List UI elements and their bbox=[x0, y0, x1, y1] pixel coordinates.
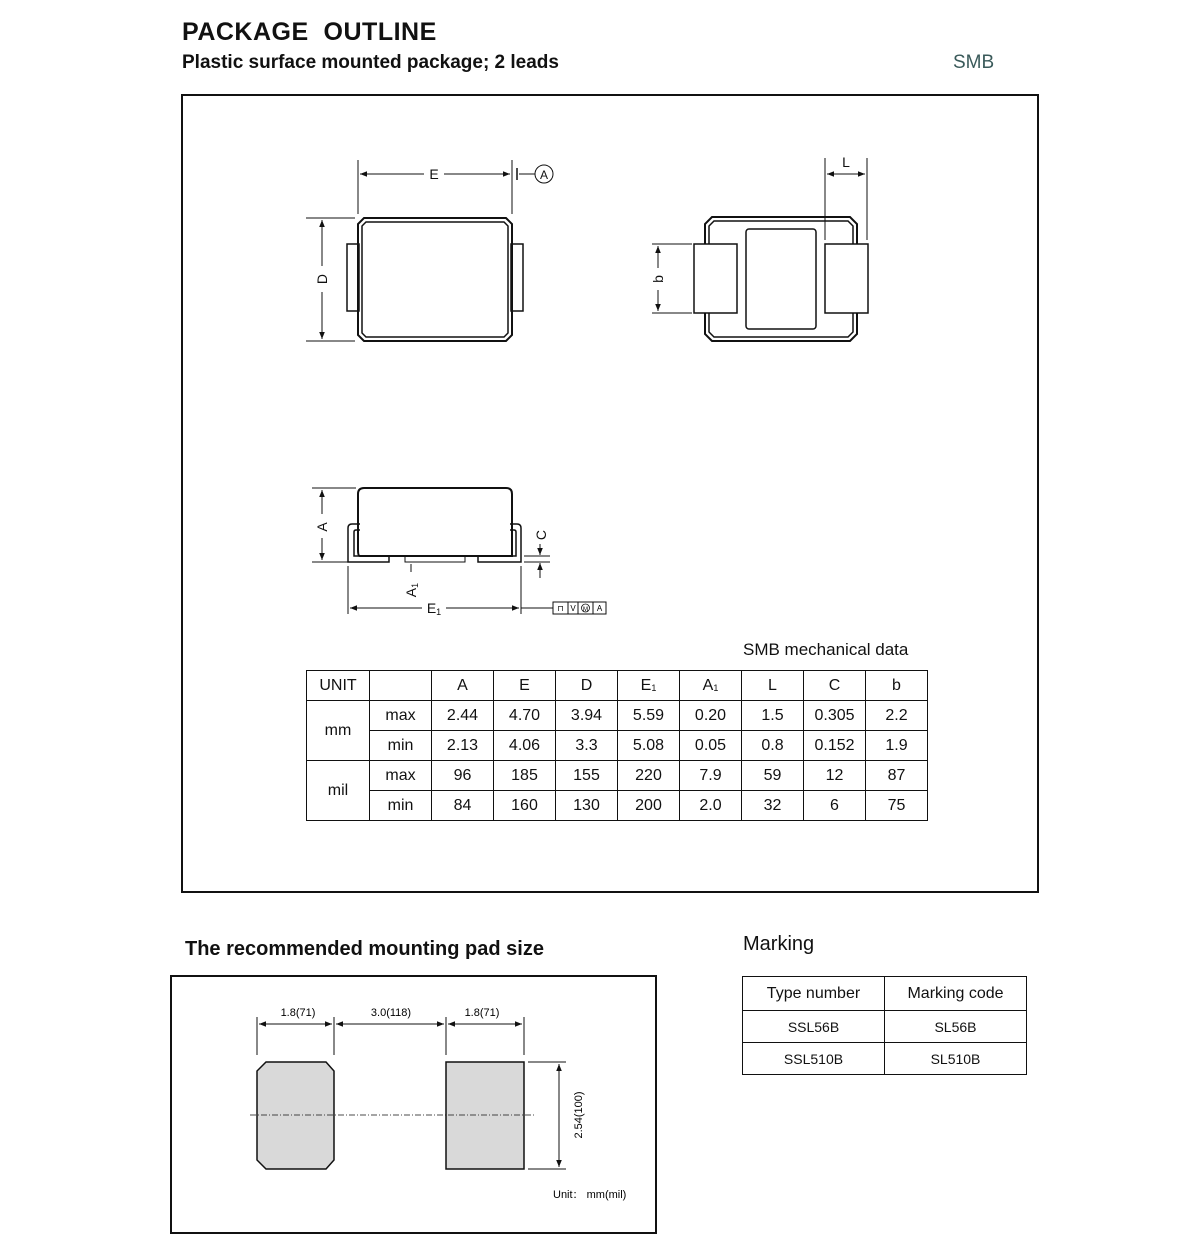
value-cell: 1.5 bbox=[742, 701, 804, 731]
value-cell: 2.0 bbox=[680, 791, 742, 821]
header-col: E1 bbox=[618, 671, 680, 701]
pad-dim-height: 2.54(100) bbox=[573, 1091, 585, 1139]
value-cell: 4.06 bbox=[494, 731, 556, 761]
header-col: L bbox=[742, 671, 804, 701]
unit-cell: mm bbox=[307, 701, 370, 761]
table-row bbox=[307, 701, 928, 731]
value-cell: 2.13 bbox=[432, 731, 494, 761]
pad-dim-gap: 3.0(118) bbox=[370, 1007, 412, 1019]
value-cell: 185 bbox=[494, 761, 556, 791]
page-subtitle: Plastic surface mounted package; 2 leads bbox=[182, 52, 559, 73]
pad-unit-note: Unit： mm(mil) bbox=[553, 1189, 627, 1201]
dim-label-a: A bbox=[314, 522, 330, 532]
dim-label-e: E bbox=[429, 166, 439, 182]
pad-section-title: The recommended mounting pad size bbox=[185, 938, 544, 960]
value-cell: 0.305 bbox=[804, 701, 866, 731]
limit-cell: min bbox=[370, 791, 432, 821]
value-cell: 6 bbox=[804, 791, 866, 821]
table-row bbox=[743, 1011, 1027, 1043]
dim-label-l: L bbox=[842, 154, 850, 170]
bottom-view bbox=[652, 158, 868, 341]
value-cell: 5.08 bbox=[618, 731, 680, 761]
value-cell: 75 bbox=[866, 791, 928, 821]
header-col: A bbox=[432, 671, 494, 701]
table-header-row bbox=[307, 671, 928, 701]
value-cell: 155 bbox=[556, 761, 618, 791]
marking-header-type: Type number bbox=[743, 977, 885, 1011]
limit-cell: max bbox=[370, 761, 432, 791]
pad-frame bbox=[170, 975, 657, 1234]
tolerance-modifier: M bbox=[583, 607, 588, 613]
value-cell: 160 bbox=[494, 791, 556, 821]
value-cell: 0.20 bbox=[680, 701, 742, 731]
pad-dim-right: 1.8(71) bbox=[464, 1007, 500, 1019]
value-cell: 220 bbox=[618, 761, 680, 791]
table-row bbox=[307, 791, 928, 821]
dim-label-b: b bbox=[650, 275, 666, 283]
dim-label-c: C bbox=[533, 529, 549, 541]
value-cell: 96 bbox=[432, 761, 494, 791]
value-cell: 130 bbox=[556, 791, 618, 821]
tolerance-symbol: ⊓ bbox=[557, 604, 564, 613]
tolerance-datum: A bbox=[596, 604, 603, 613]
value-cell: 59 bbox=[742, 761, 804, 791]
type-number-cell: SSL56B bbox=[743, 1011, 885, 1043]
value-cell: 87 bbox=[866, 761, 928, 791]
value-cell: 0.8 bbox=[742, 731, 804, 761]
marking-code-cell: SL56B bbox=[885, 1011, 1027, 1043]
dim-label-e1: E1 bbox=[426, 600, 442, 617]
marking-header-code: Marking code bbox=[885, 977, 1027, 1011]
header-col: A1 bbox=[680, 671, 742, 701]
table-row bbox=[743, 1043, 1027, 1075]
limit-cell: min bbox=[370, 731, 432, 761]
value-cell: 0.152 bbox=[804, 731, 866, 761]
value-cell: 12 bbox=[804, 761, 866, 791]
header-unit: UNIT bbox=[307, 671, 370, 701]
header-col: C bbox=[804, 671, 866, 701]
value-cell: 2.2 bbox=[866, 701, 928, 731]
pad-dim-left: 1.8(71) bbox=[280, 1007, 316, 1019]
mechanical-data-caption: SMB mechanical data bbox=[743, 640, 909, 659]
side-view bbox=[312, 488, 606, 614]
value-cell: 3.3 bbox=[556, 731, 618, 761]
marking-code-cell: SL510B bbox=[885, 1043, 1027, 1075]
limit-cell: max bbox=[370, 701, 432, 731]
value-cell: 200 bbox=[618, 791, 680, 821]
value-cell: 7.9 bbox=[680, 761, 742, 791]
dim-label-d: D bbox=[314, 273, 330, 285]
datum-label-a: A bbox=[539, 168, 549, 182]
tolerance-value: V bbox=[570, 604, 576, 613]
table-row bbox=[307, 731, 928, 761]
header-blank bbox=[370, 671, 432, 701]
value-cell: 5.59 bbox=[618, 701, 680, 731]
top-view bbox=[306, 160, 553, 341]
table-row bbox=[307, 761, 928, 791]
page-title: PACKAGE OUTLINE bbox=[182, 18, 437, 46]
header-col: D bbox=[556, 671, 618, 701]
value-cell: 1.9 bbox=[866, 731, 928, 761]
header-col: E bbox=[494, 671, 556, 701]
dim-label-a1: A1 bbox=[403, 582, 420, 598]
package-code: SMB bbox=[953, 52, 995, 73]
header-col: b bbox=[866, 671, 928, 701]
value-cell: 2.44 bbox=[432, 701, 494, 731]
type-number-cell: SSL510B bbox=[743, 1043, 885, 1075]
mechanical-data-table bbox=[306, 670, 928, 821]
value-cell: 4.70 bbox=[494, 701, 556, 731]
marking-section-title: Marking bbox=[743, 933, 815, 955]
unit-cell: mil bbox=[307, 761, 370, 821]
marking-header-row bbox=[743, 977, 1027, 1011]
marking-table bbox=[742, 976, 1027, 1075]
value-cell: 32 bbox=[742, 791, 804, 821]
value-cell: 84 bbox=[432, 791, 494, 821]
value-cell: 0.05 bbox=[680, 731, 742, 761]
value-cell: 3.94 bbox=[556, 701, 618, 731]
